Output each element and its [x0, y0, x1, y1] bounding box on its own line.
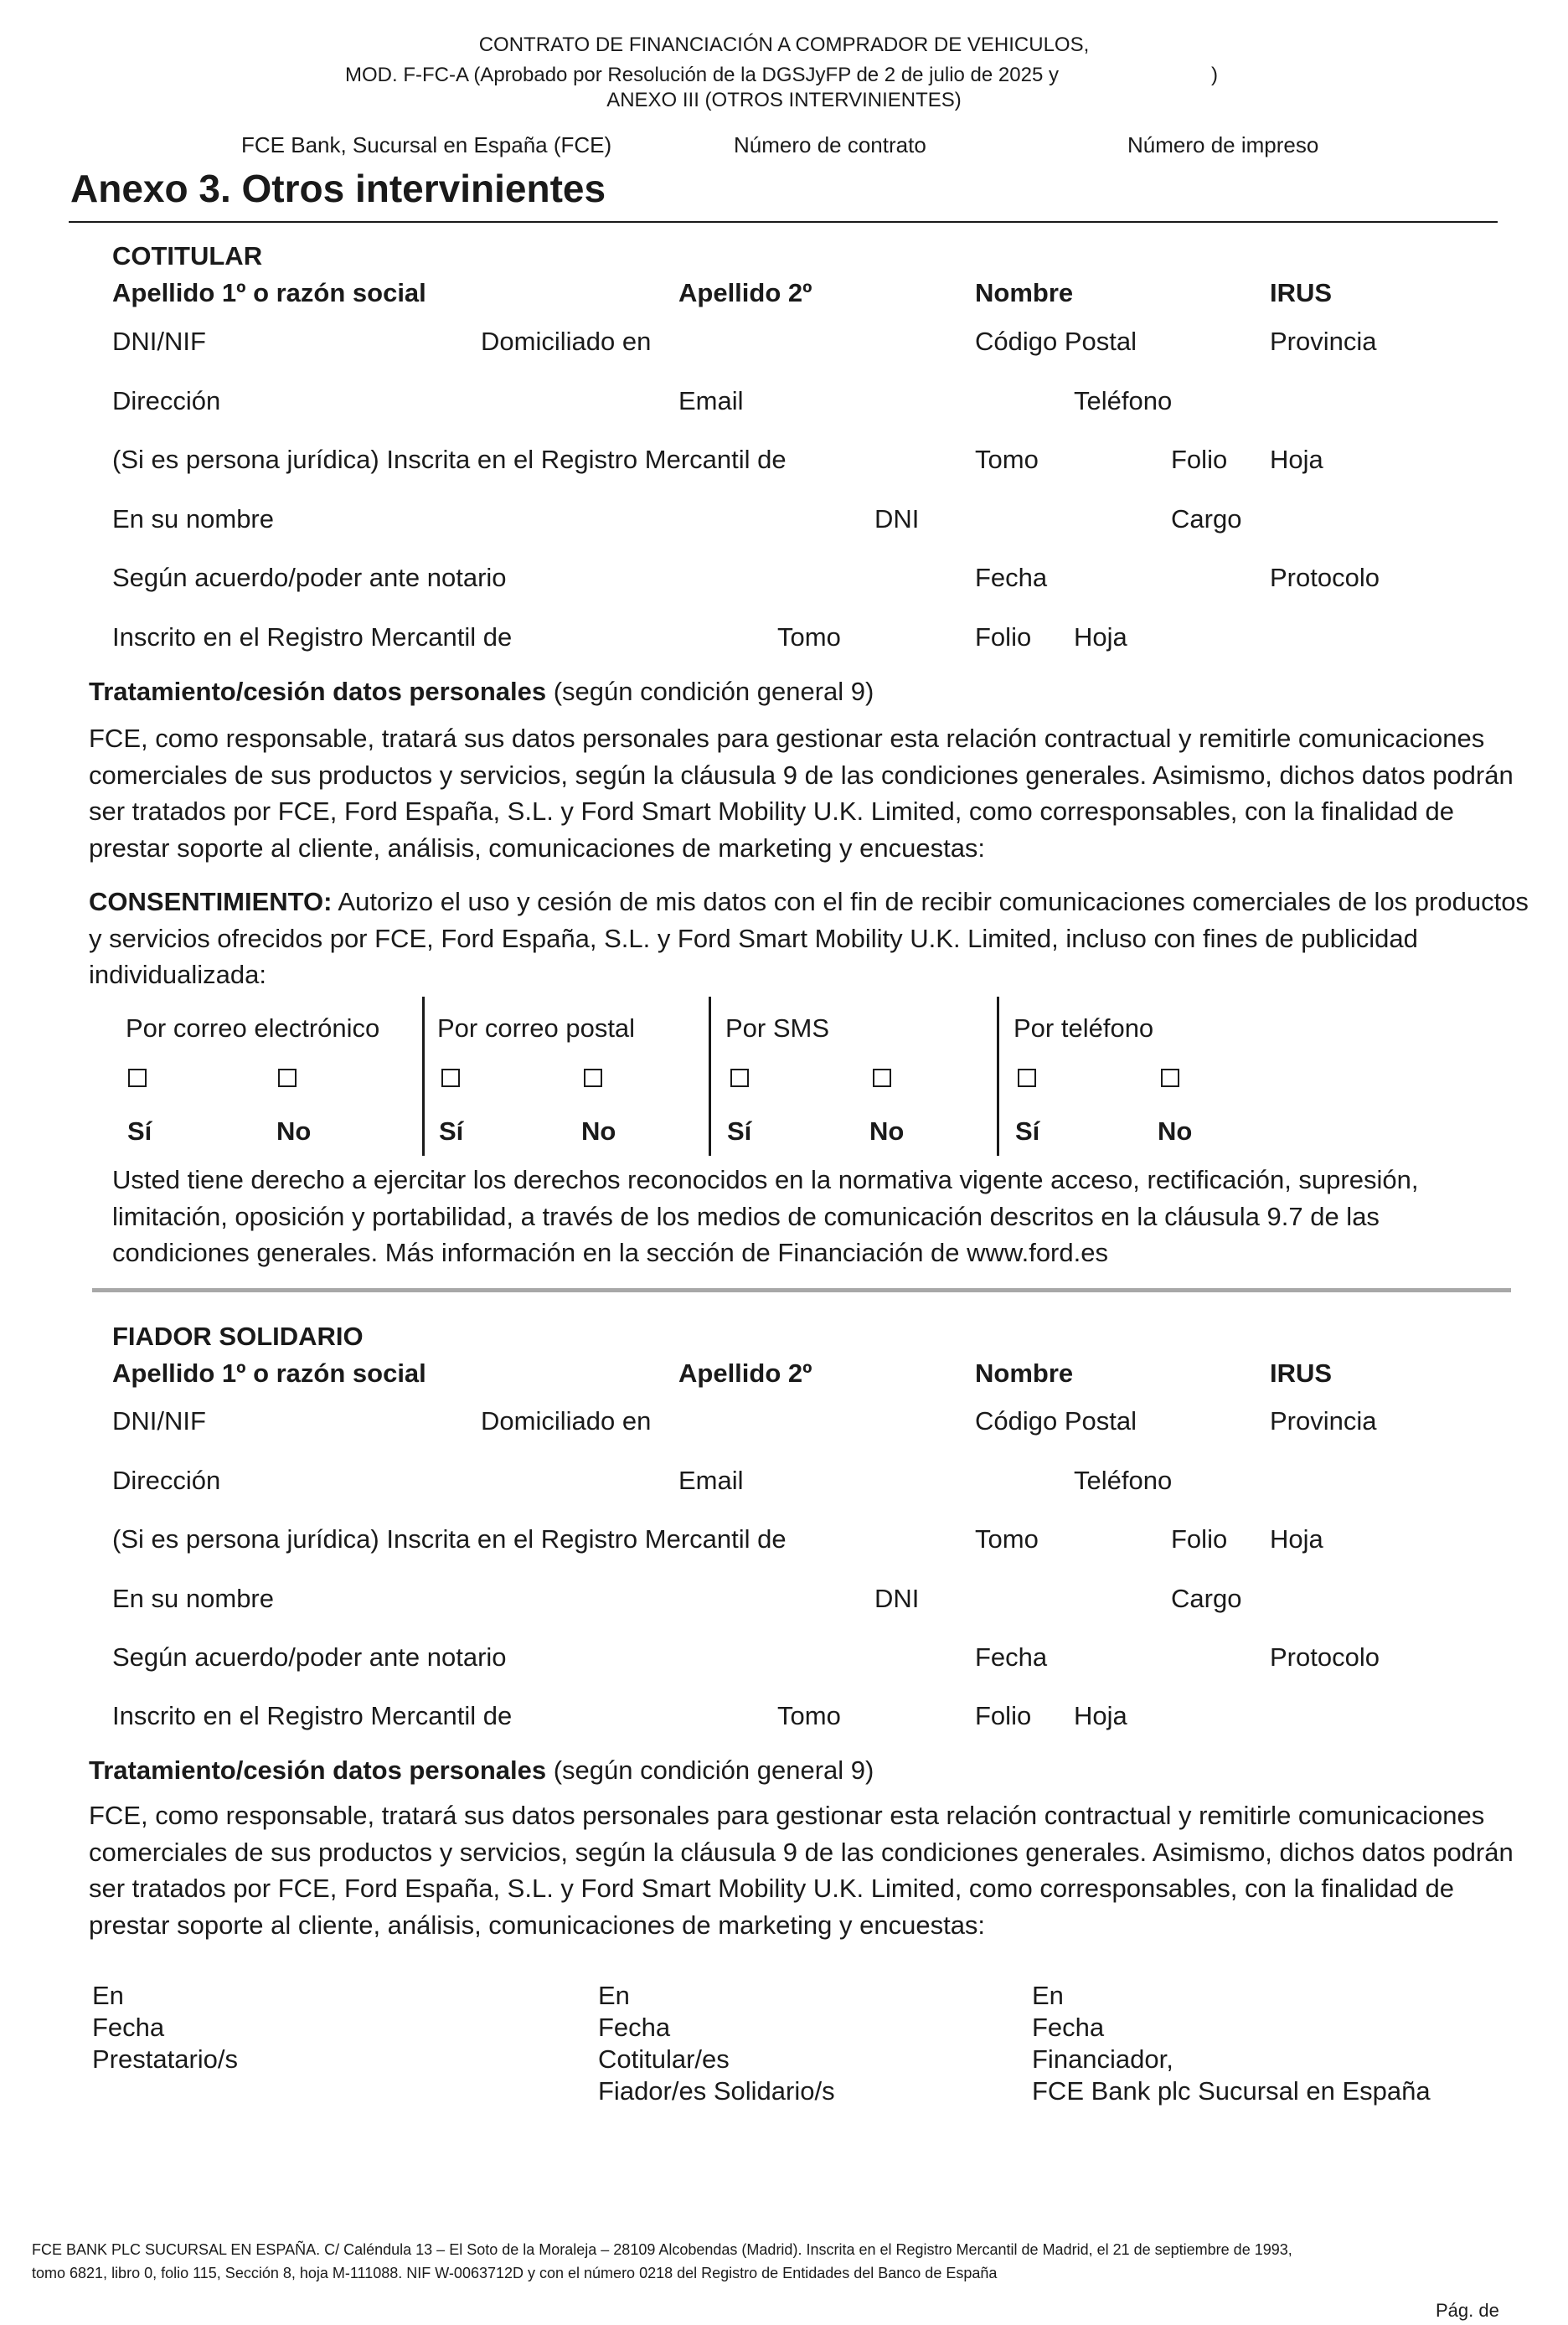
sms-no-label: No	[869, 1116, 905, 1146]
email-yes-checkbox[interactable]	[128, 1069, 147, 1087]
email-no-checkbox[interactable]	[278, 1069, 297, 1087]
registry-hoja-label: Hoja	[1074, 622, 1127, 652]
folio-label: Folio	[1171, 1524, 1228, 1554]
sms-yes-checkbox[interactable]	[730, 1069, 749, 1087]
channel-phone-label: Por teléfono	[1014, 1013, 1154, 1043]
privacy-title-bold: Tratamiento/cesión datos personales	[89, 677, 547, 706]
page-title: Anexo 3. Otros intervinientes	[70, 167, 606, 210]
email-no-label: No	[276, 1116, 312, 1146]
print-number-label: Número de impreso	[1127, 132, 1319, 157]
tomo-label: Tomo	[975, 1524, 1039, 1554]
signature-date-label: Fecha	[598, 2013, 671, 2042]
privacy-title-bold: Tratamiento/cesión datos personales	[89, 1755, 547, 1785]
signature-date-label: Fecha	[92, 2013, 165, 2042]
address-label: Dirección	[112, 1466, 221, 1495]
privacy-paragraph: FCE, como responsable, tratará sus datos personales para gestionar esta relación contractual y remitirle comunicaciones comerciales de sus productos y servicios, según la cláusula 9 de las condiciones generales. Asimismo, dichos datos podrán ser tratados por FCE, Ford España, S.L. y Ford Smart Mobility U.K. Limited, como corresponsables, con la finalidad de prestar soporte al cliente, análisis, comunicaciones de marketing y encuestas:	[89, 1801, 1514, 1940]
on-behalf-label: En su nombre	[112, 1584, 274, 1613]
phone-label: Teléfono	[1074, 1466, 1173, 1495]
position-label: Cargo	[1171, 1584, 1242, 1613]
dni-label: DNI	[874, 1584, 920, 1613]
channel-post-label: Por correo postal	[437, 1013, 636, 1043]
registry-tomo-label: Tomo	[777, 622, 841, 652]
entity-name: FCE Bank, Sucursal en España (FCE)	[241, 132, 612, 157]
footer-legal-line2: tomo 6821, libro 0, folio 115, Sección 8, hoja M-111088. NIF W-0063712D y con el número 0218 del Registro de Entidades del Banco de España	[32, 2265, 998, 2281]
consent-bold: CONSENTIMIENTO:	[89, 887, 333, 916]
contract-title-line3: ANEXO III (OTROS INTERVINIENTES)	[606, 89, 962, 111]
signature-block-lender	[1032, 1980, 1431, 2107]
signature-place-label: En	[598, 1981, 630, 2010]
signature-role-label: Prestatario/s	[92, 2044, 239, 2074]
post-no-checkbox[interactable]	[584, 1069, 602, 1087]
signature-role-label: Cotitular/es	[598, 2044, 730, 2074]
irus-label: IRUS	[1270, 1358, 1333, 1388]
irus-label: IRUS	[1270, 278, 1333, 307]
address-label: Dirección	[112, 386, 221, 415]
dni-nif-label: DNI/NIF	[112, 1406, 206, 1436]
surname1-label: Apellido 1º o razón social	[112, 278, 426, 307]
registry-hoja-label: Hoja	[1074, 1701, 1127, 1730]
registry-label: Inscrito en el Registro Mercantil de	[112, 622, 513, 652]
registry-folio-label: Folio	[975, 1701, 1032, 1730]
signature-role-label: Financiador,	[1032, 2044, 1173, 2074]
sms-yes-label: Sí	[727, 1116, 752, 1146]
sms-no-checkbox[interactable]	[873, 1069, 891, 1087]
consent-paragraph	[89, 884, 1529, 993]
phone-no-label: No	[1158, 1116, 1193, 1146]
surname2-label: Apellido 2º	[678, 278, 812, 307]
email-yes-label: Sí	[127, 1116, 152, 1146]
registry-tomo-label: Tomo	[777, 1701, 841, 1730]
signature-role-secondary-label: FCE Bank plc Sucursal en España	[1032, 2076, 1431, 2106]
footer-legal-line1: FCE BANK PLC SUCURSAL EN ESPAÑA. C/ Caléndula 13 – El Soto de la Moraleja – 28109 Alcobendas (Madrid). Inscrita en el Registro Mercantil de Madrid, el 21 de septiembre de 1993,	[32, 2241, 1292, 2258]
privacy-title-rest: (según condición general 9)	[546, 677, 874, 706]
contract-title-line2: MOD. F-FC-A (Aprobado por Resolución de la DGSJyFP de 2 de julio de 2025 y	[345, 64, 1059, 86]
rights-paragraph: Usted tiene derecho a ejercitar los derechos reconocidos en la normativa vigente acceso, rectificación, supresión, limitación, oposición y portabilidad, a través de los medios de comunicación descritos en la cláusula 9.7 de las condiciones generales. Más información en la sección de Financiación de www.ford.es	[112, 1165, 1419, 1267]
privacy-title	[89, 677, 874, 707]
notary-label: Según acuerdo/poder ante notario	[112, 563, 507, 592]
legal-registry-label: (Si es persona jurídica) Inscrita en el Registro Mercantil de	[112, 1524, 787, 1554]
folio-label: Folio	[1171, 445, 1228, 474]
legal-registry-label: (Si es persona jurídica) Inscrita en el Registro Mercantil de	[112, 445, 787, 474]
privacy-title-rest: (según condición general 9)	[546, 1755, 874, 1785]
province-label: Provincia	[1270, 327, 1377, 356]
signature-date-label: Fecha	[1032, 2013, 1105, 2042]
consent-text: Autorizo el uso y cesión de mis datos con el fin de recibir comunicaciones comerciales de los productos y servicios ofrecidos por FCE, Ford España, S.L. y Ford Smart Mobility U.K. Limited, incluso con fines de publicidad individualizada:	[89, 887, 1529, 989]
name-label: Nombre	[975, 1358, 1074, 1388]
fiador-heading: FIADOR SOLIDARIO	[112, 1322, 364, 1351]
phone-yes-label: Sí	[1015, 1116, 1040, 1146]
post-yes-label: Sí	[439, 1116, 464, 1146]
registry-label: Inscrito en el Registro Mercantil de	[112, 1701, 513, 1730]
date-label: Fecha	[975, 1642, 1048, 1672]
date-label: Fecha	[975, 563, 1048, 592]
email-label: Email	[678, 1466, 744, 1495]
post-yes-checkbox[interactable]	[441, 1069, 460, 1087]
signature-place-label: En	[92, 1981, 124, 2010]
domiciled-label: Domiciliado en	[481, 327, 652, 356]
province-label: Provincia	[1270, 1406, 1377, 1436]
email-label: Email	[678, 386, 744, 415]
contract-title-line2-paren: )	[1211, 64, 1218, 86]
hoja-label: Hoja	[1270, 445, 1323, 474]
surname2-label: Apellido 2º	[678, 1358, 812, 1388]
name-label: Nombre	[975, 278, 1074, 307]
tomo-label: Tomo	[975, 445, 1039, 474]
contract-number-label: Número de contrato	[734, 132, 926, 157]
hoja-label: Hoja	[1270, 1524, 1323, 1554]
notary-label: Según acuerdo/poder ante notario	[112, 1642, 507, 1672]
title-divider	[69, 221, 1498, 223]
post-no-label: No	[581, 1116, 616, 1146]
registry-folio-label: Folio	[975, 622, 1032, 652]
consent-divider	[709, 997, 711, 1156]
phone-no-checkbox[interactable]	[1161, 1069, 1179, 1087]
signature-block-cotitular	[598, 1980, 835, 2107]
postal-code-label: Código Postal	[975, 327, 1137, 356]
protocol-label: Protocolo	[1270, 1642, 1380, 1672]
privacy-paragraph: FCE, como responsable, tratará sus datos personales para gestionar esta relación contractual y remitirle comunicaciones comerciales de sus productos y servicios, según la cláusula 9 de las condiciones generales. Asimismo, dichos datos podrán ser tratados por FCE, Ford España, S.L. y Ford Smart Mobility U.K. Limited, como corresponsables, con la finalidad de prestar soporte al cliente, análisis, comunicaciones de marketing y encuestas:	[89, 724, 1514, 863]
domiciled-label: Domiciliado en	[481, 1406, 652, 1436]
surname1-label: Apellido 1º o razón social	[112, 1358, 426, 1388]
position-label: Cargo	[1171, 504, 1242, 534]
protocol-label: Protocolo	[1270, 563, 1380, 592]
consent-divider	[997, 997, 999, 1156]
contract-title-line1: CONTRATO DE FINANCIACIÓN A COMPRADOR DE VEHICULOS,	[478, 34, 1090, 56]
on-behalf-label: En su nombre	[112, 504, 274, 534]
phone-label: Teléfono	[1074, 386, 1173, 415]
consent-divider	[422, 997, 425, 1156]
signature-role-secondary-label: Fiador/es Solidario/s	[598, 2076, 835, 2106]
section-divider	[92, 1288, 1511, 1292]
channel-sms-label: Por SMS	[725, 1013, 830, 1043]
privacy-title	[89, 1755, 874, 1786]
postal-code-label: Código Postal	[975, 1406, 1137, 1436]
phone-yes-checkbox[interactable]	[1018, 1069, 1036, 1087]
dni-nif-label: DNI/NIF	[112, 327, 206, 356]
signature-block-borrower	[92, 1980, 238, 2075]
signature-place-label: En	[1032, 1981, 1064, 2010]
channel-email-label: Por correo electrónico	[126, 1013, 380, 1043]
cotitular-heading: COTITULAR	[112, 241, 263, 271]
page-number: Pág. de	[1436, 2300, 1499, 2321]
dni-label: DNI	[874, 504, 920, 534]
